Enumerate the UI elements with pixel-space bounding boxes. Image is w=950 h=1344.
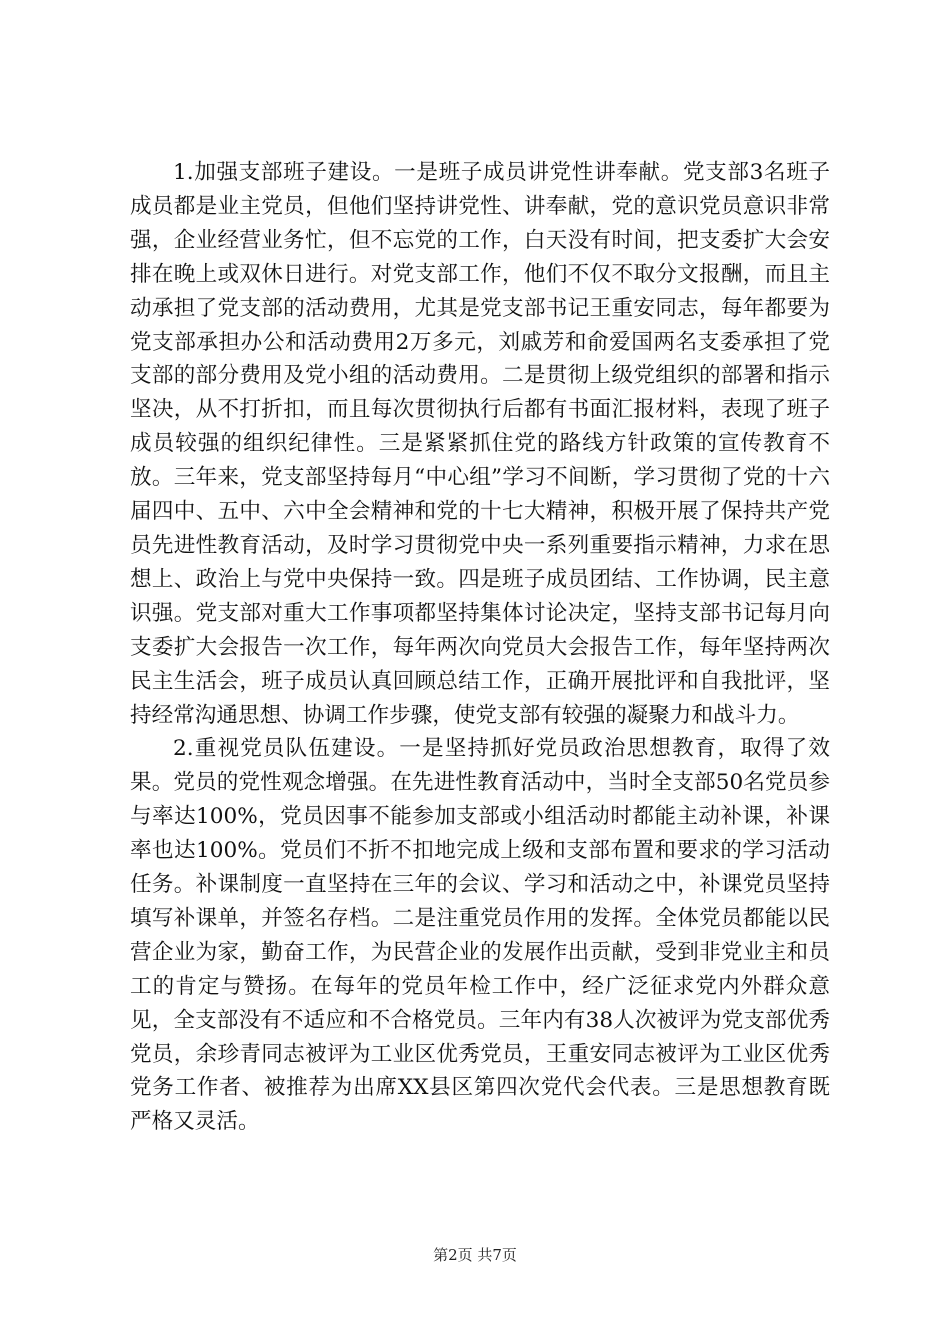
paragraph-party-member-team: 2.重视党员队伍建设。一是坚持抓好党员政治思想教育，取得了效果。党员的党性观念增强。在先进性教育活动中，当时全支部50名党员参与率达100%，党员因事不能参加支部或小组活动时都能主动补课，补课率也达100%。党员们不折不扣地完成上级和支部布置和要求的学习活动任务。补课制度一直坚持在三年的会议、学习和活动之中，补课党员坚持填写补课单，并签名存档。二是注重党员作用的发挥。全体党员都能以民营企业为家，勤奋工作，为民营企业的发展作出贡献，受到非党业主和员工的肯定与赞扬。在每年的党员年检工作中，经广泛征求党内外群众意见，全支部没有不适应和不合格党员。三年内有38人次被评为党支部优秀党员，余珍青同志被评为工业区优秀党员，王重安同志被评为工业区优秀党务工作者、被推荐为出席XX县区第四次党代会代表。三是思想教育既严格又灵活。	[130, 736, 830, 1135]
document-body	[130, 156, 830, 1139]
paragraph-branch-leadership: 1.加强支部班子建设。一是班子成员讲党性讲奉献。党支部3名班子成员都是业主党员，但他们坚持讲党性、讲奉献，党的意识党员意识非常强，企业经营业务忙，但不忘党的工作，白天没有时间，把支委扩大会安排在晚上或双休日进行。对党支部工作，他们不仅不取分文报酬，而且主动承担了党支部的活动费用，尤其是党支部书记王重安同志，每年都要为党支部承担办公和活动费用2万多元，刘戚芳和俞爱国两名支委承担了党支部的部分费用及党小组的活动费用。二是贯彻上级党组织的部署和指示坚决，从不打折扣，而且每次贯彻执行后都有书面汇报材料，表现了班子成员较强的组织纪律性。三是紧紧抓住党的路线方针政策的宣传教育不放。三年来，党支部坚持每月“中心组”学习不间断，学习贯彻了党的十六届四中、五中、六中全会精神和党的十七大精神，积极开展了保持共产党员先进性教育活动，及时学习贯彻党中央一系列重要指示精神，力求在思想上、政治上与党中央保持一致。四是班子成员团结、工作协调，民主意识强。党支部对重大工作事项都坚持集体讨论决定，坚持支部书记每月向支委扩大会报告一次工作，每年两次向党员大会报告工作，每年坚持两次民主生活会，班子成员认真回顾总结工作，正确开展批评和自我批评，坚持经常沟通思想、协调工作步骤，使党支部有较强的凝聚力和战斗力。	[130, 160, 830, 728]
page-number-footer: 第2页 共7页	[433, 1246, 517, 1264]
